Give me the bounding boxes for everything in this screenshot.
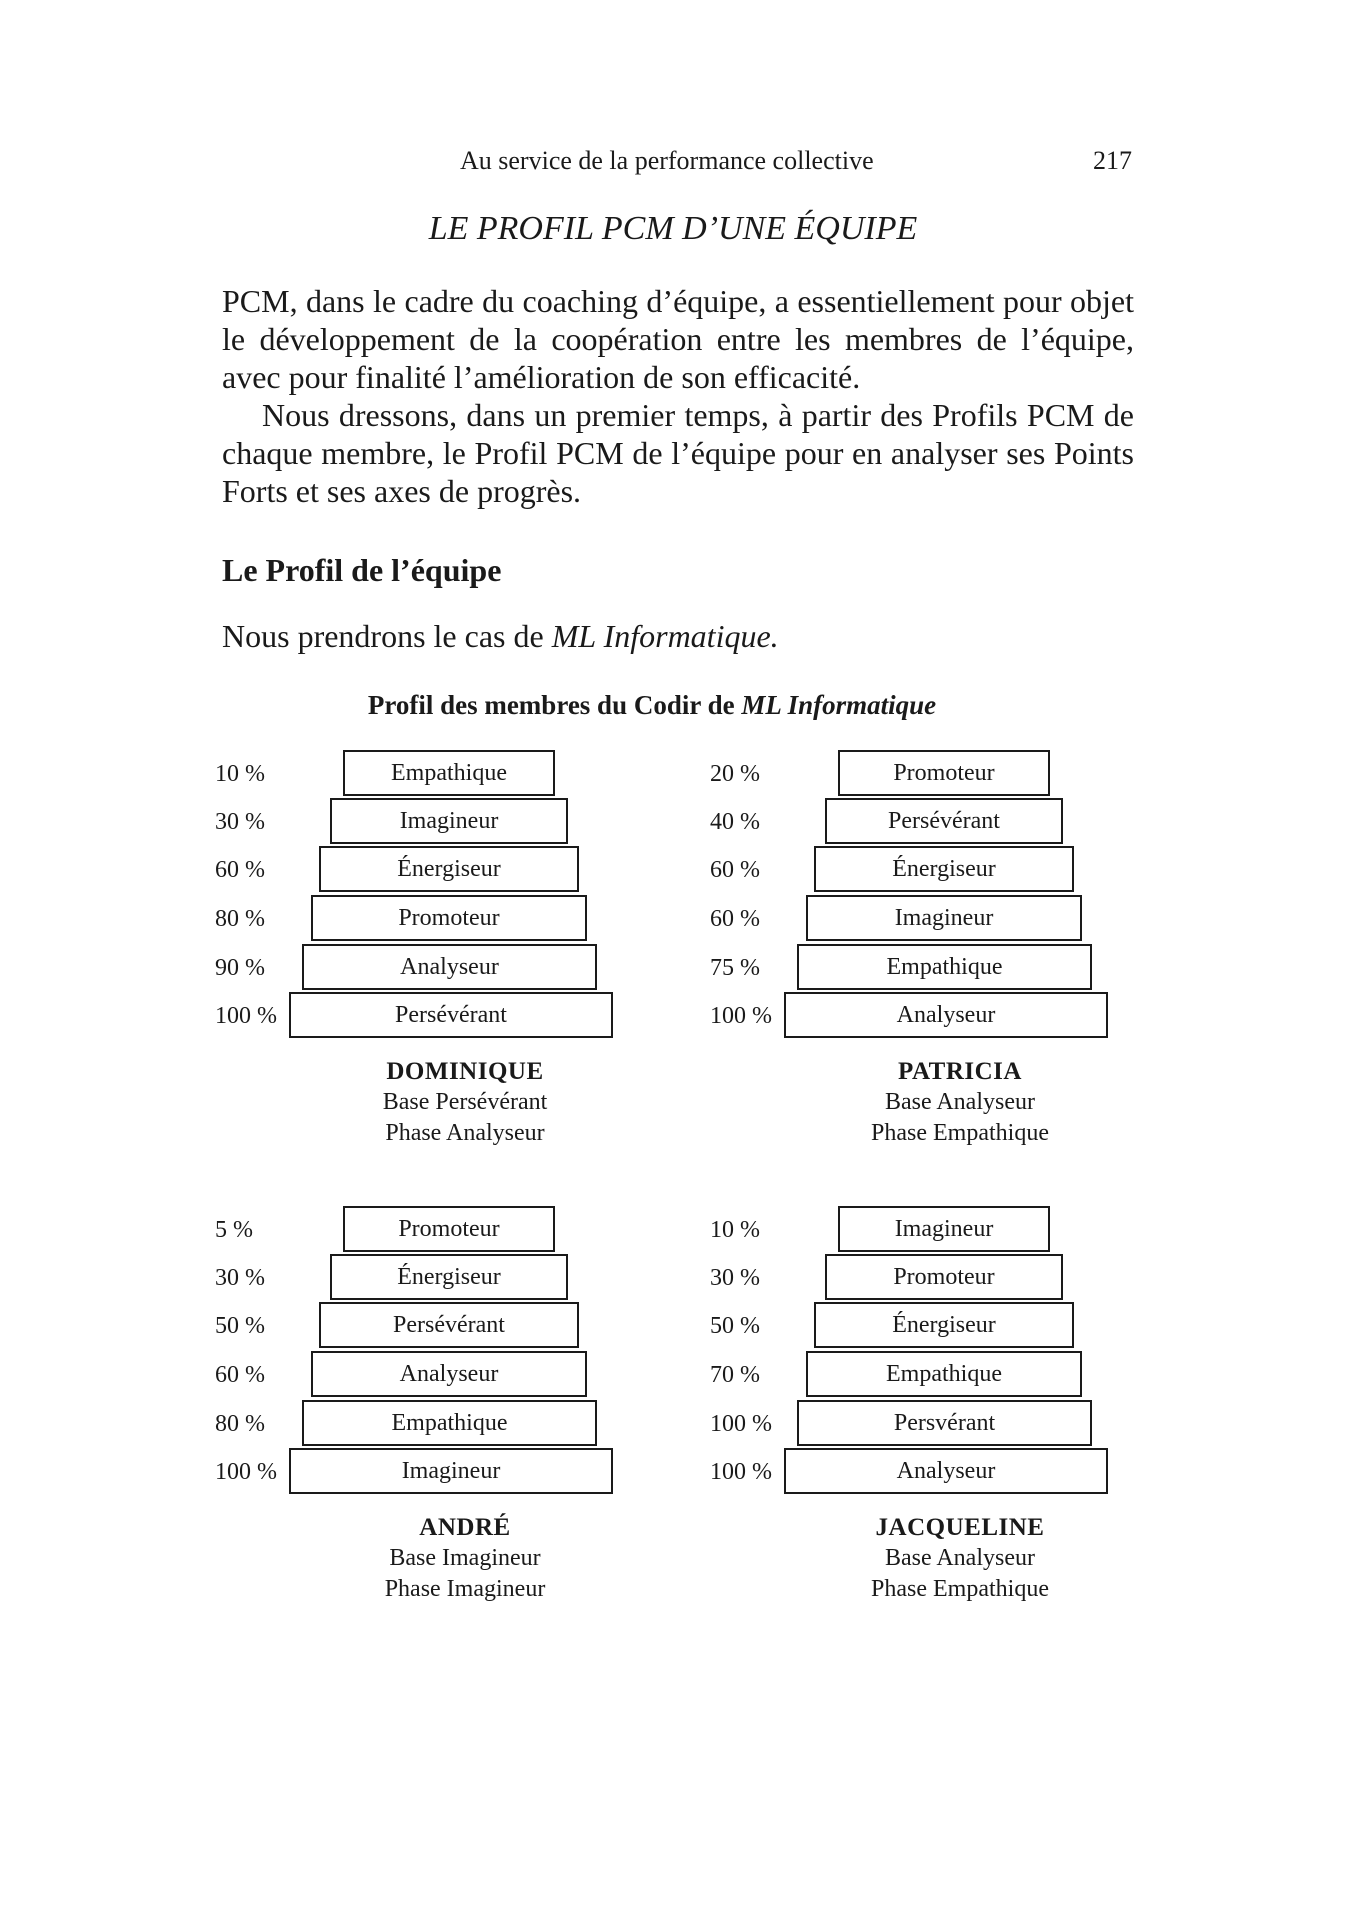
profile-caption	[710, 1056, 1210, 1149]
type-step	[302, 1400, 597, 1446]
type-label: Analyseur	[399, 1360, 499, 1387]
type-label: Empathique	[391, 1409, 508, 1436]
type-step	[814, 846, 1074, 892]
type-label: Énergiseur	[397, 1263, 501, 1290]
base-type: Base Analyseur	[885, 1545, 1035, 1571]
type-label: Analyseur	[896, 1457, 996, 1484]
profile-row	[710, 1400, 1210, 1448]
profile-row	[215, 1448, 715, 1496]
type-label: Analyseur	[896, 1001, 996, 1028]
figure-title	[0, 690, 1304, 721]
type-label: Promoteur	[893, 1263, 995, 1290]
type-label: Imagineur	[894, 904, 994, 931]
percentage-label: 70 %	[710, 1362, 760, 1388]
type-label: Empathique	[886, 1360, 1002, 1387]
type-label: Promoteur	[398, 1215, 500, 1242]
profile-caption	[710, 1512, 1210, 1605]
percentage-label: 30 %	[215, 1265, 265, 1291]
type-step	[319, 1302, 579, 1348]
percentage-label: 10 %	[710, 1217, 760, 1243]
page-number: 217	[1093, 146, 1132, 175]
percentage-label: 40 %	[710, 809, 760, 835]
profile-row	[215, 798, 715, 846]
section-heading: Le Profil de l’équipe	[222, 552, 502, 588]
type-label: Imagineur	[894, 1215, 994, 1242]
chapter-title: LE PROFIL PCM D’UNE ÉQUIPE	[428, 210, 918, 247]
intro-case-name: ML Informatique.	[551, 618, 779, 654]
percentage-label: 50 %	[215, 1313, 265, 1339]
percentage-label: 60 %	[215, 1362, 265, 1388]
profile-row	[215, 1206, 715, 1254]
running-head: Au service de la performance collective	[460, 146, 874, 175]
type-step	[330, 798, 568, 844]
type-step	[343, 750, 555, 796]
profile-row	[215, 992, 715, 1040]
base-type: Base Persévérant	[382, 1089, 548, 1115]
figure-company: ML Informatique	[741, 690, 937, 720]
type-label: Persévérant	[393, 1311, 505, 1338]
type-step	[784, 1448, 1108, 1494]
type-step	[806, 895, 1082, 941]
percentage-label: 100 %	[710, 1003, 772, 1029]
percentage-label: 100 %	[710, 1459, 772, 1485]
profile-row	[710, 750, 1210, 798]
type-step	[838, 1206, 1050, 1252]
profile-row	[215, 1302, 715, 1350]
type-step	[797, 944, 1092, 990]
profile-row	[215, 1254, 715, 1302]
type-label: Persévérant	[888, 807, 1000, 834]
percentage-label: 90 %	[215, 955, 265, 981]
type-label: Imagineur	[399, 807, 499, 834]
percentage-label: 60 %	[215, 857, 265, 883]
profile-andré	[215, 1206, 715, 1626]
type-label: Empathique	[391, 759, 507, 786]
type-label: Énergiseur	[397, 855, 501, 882]
profile-row	[710, 992, 1210, 1040]
member-name: JACQUELINE	[875, 1514, 1045, 1541]
percentage-label: 100 %	[710, 1411, 772, 1437]
type-step	[289, 1448, 613, 1494]
type-step	[784, 992, 1108, 1038]
profile-row	[215, 1400, 715, 1448]
percentage-label: 100 %	[215, 1459, 277, 1485]
percentage-label: 5 %	[215, 1217, 253, 1243]
member-name: PATRICIA	[898, 1058, 1022, 1085]
percentage-label: 100 %	[215, 1003, 277, 1029]
type-step	[302, 944, 597, 990]
type-label: Énergiseur	[892, 855, 996, 882]
type-step	[289, 992, 613, 1038]
phase-type: Phase Imagineur	[384, 1576, 546, 1602]
type-step	[838, 750, 1050, 796]
profile-row	[710, 1254, 1210, 1302]
figure-title-text: Profil des membres du Codir de	[367, 690, 742, 720]
type-label: Énergiseur	[892, 1311, 996, 1338]
type-step	[825, 798, 1063, 844]
percentage-label: 30 %	[710, 1265, 760, 1291]
type-step	[806, 1351, 1082, 1397]
profile-row	[215, 846, 715, 894]
base-type: Base Analyseur	[885, 1089, 1035, 1115]
type-label: Promoteur	[398, 904, 500, 931]
type-label: Imagineur	[401, 1457, 501, 1484]
profile-caption	[215, 1512, 715, 1605]
profile-row	[215, 944, 715, 992]
profile-row	[710, 944, 1210, 992]
type-step	[319, 846, 579, 892]
profile-jacqueline	[710, 1206, 1210, 1626]
profile-row	[215, 750, 715, 798]
base-type: Base Imagineur	[389, 1545, 541, 1571]
type-step	[311, 1351, 587, 1397]
type-step	[797, 1400, 1092, 1446]
profile-row	[710, 1448, 1210, 1496]
percentage-label: 20 %	[710, 761, 760, 787]
type-label: Analyseur	[400, 953, 499, 980]
percentage-label: 50 %	[710, 1313, 760, 1339]
percentage-label: 60 %	[710, 906, 760, 932]
phase-type: Phase Analyseur	[385, 1120, 545, 1146]
paragraph-1: PCM, dans le cadre du coaching d’équipe, a essentiellement pour objet le développement de la coopération entre les membres de l’équipe, avec pour finalité l’amélioration de son efficacité.	[222, 283, 1134, 395]
intro-sentence	[222, 618, 779, 655]
paragraph-2: Nous dressons, dans un premier temps, à partir des Profils PCM de chaque membre, le Profil PCM de l’équipe pour en analyser ses Points Forts et ses axes de progrès.	[222, 397, 1134, 509]
percentage-label: 80 %	[215, 1411, 265, 1437]
type-step	[311, 895, 587, 941]
member-name: ANDRÉ	[419, 1514, 511, 1541]
profile-row	[710, 1351, 1210, 1399]
type-label: Persévérant	[395, 1001, 507, 1028]
profile-row	[710, 895, 1210, 943]
profile-row	[215, 895, 715, 943]
type-step	[343, 1206, 555, 1252]
type-label: Persvérant	[893, 1409, 996, 1436]
profile-patricia	[710, 750, 1210, 1170]
member-name: DOMINIQUE	[386, 1058, 544, 1085]
profile-row	[710, 846, 1210, 894]
profile-row	[215, 1351, 715, 1399]
intro-text: Nous prendrons le cas de	[222, 618, 552, 654]
type-step	[825, 1254, 1063, 1300]
type-label: Empathique	[886, 953, 1003, 980]
percentage-label: 60 %	[710, 857, 760, 883]
percentage-label: 75 %	[710, 955, 760, 981]
type-step	[330, 1254, 568, 1300]
percentage-label: 10 %	[215, 761, 265, 787]
phase-type: Phase Empathique	[871, 1576, 1049, 1602]
profile-caption	[215, 1056, 715, 1149]
percentage-label: 80 %	[215, 906, 265, 932]
phase-type: Phase Empathique	[871, 1120, 1049, 1146]
percentage-label: 30 %	[215, 809, 265, 835]
profile-dominique	[215, 750, 715, 1170]
profile-row	[710, 1206, 1210, 1254]
profile-row	[710, 798, 1210, 846]
type-step	[814, 1302, 1074, 1348]
profile-row	[710, 1302, 1210, 1350]
type-label: Promoteur	[893, 759, 995, 786]
